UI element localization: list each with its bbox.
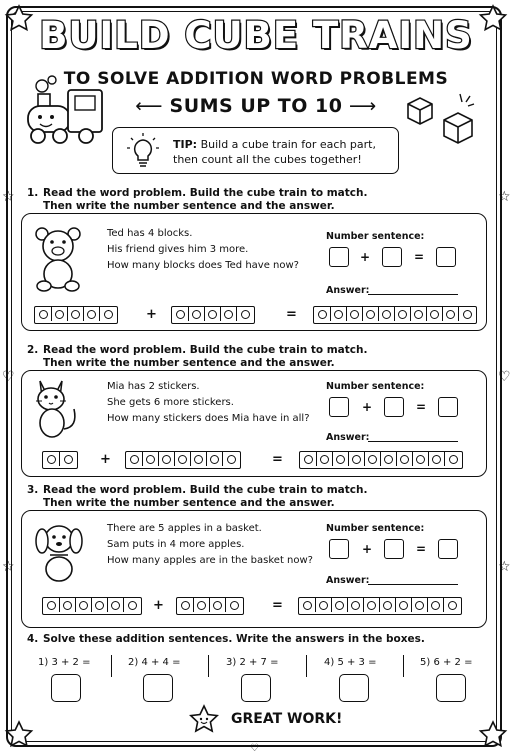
cube [348,598,364,612]
cube-dot [399,601,408,610]
cube-dot [47,601,56,610]
cube-dot [367,601,376,610]
equals-sign: = [272,598,283,613]
cube-dot [383,601,392,610]
tip-line2: then count all the cubes together! [173,153,362,166]
cube [395,307,411,321]
cube-train-a [42,597,142,615]
star-icon [478,720,508,750]
problem-2-card [21,370,487,477]
star-icon: ☆ [498,189,511,205]
cat-icon [32,377,84,439]
heart-icon: ♡ [2,369,15,385]
cube [459,307,475,321]
cube-dot [304,455,313,464]
teddy-bear-icon [30,224,86,294]
answer-label: Answer: [326,432,370,443]
cube-dot [210,455,219,464]
story-line: How many blocks does Ted have now? [107,260,299,271]
cube-dot [47,455,56,464]
cube-dot [79,601,88,610]
cube [445,452,461,466]
cube [52,307,68,321]
cube-dot [64,455,73,464]
cube [349,452,365,466]
cube [226,598,242,612]
cube [237,307,253,321]
cube-train-a [42,451,78,469]
instruction-line: Then write the number sentence and the answer. [43,497,335,509]
cube [333,452,349,466]
cube-dot [463,310,472,319]
cube [175,452,191,466]
cube [365,452,381,466]
cube-train-sum [298,597,462,615]
instruction-line: Solve these addition sentences. Write the answers in the boxes. [43,633,425,645]
cube-dot [320,455,329,464]
sum-box[interactable] [436,247,456,267]
cube [364,598,380,612]
cube [189,307,205,321]
cube [210,598,226,612]
cube [207,452,223,466]
cube [100,307,116,321]
cube-dot [384,455,393,464]
cube-dot [431,601,440,610]
cube-dot [194,455,203,464]
story-line: How many stickers does Mia have in all? [107,413,310,424]
problem-number: 3. [27,484,39,496]
dog-icon [30,519,88,585]
cube [379,307,395,321]
star-icon: ☆ [2,189,15,205]
cube-dot [368,455,377,464]
cube-dot [415,601,424,610]
problem-number: 1. [27,187,39,199]
equals-sign: = [286,307,297,322]
cube-dot [95,601,104,610]
plus-sign: + [153,598,164,613]
cube [429,452,445,466]
cube [178,598,194,612]
cube [317,452,333,466]
cube [223,452,239,466]
cube [173,307,189,321]
cube-dot [192,310,201,319]
page-subtitle: TO SOLVE ADDITION WORD PROBLEMS [63,69,449,89]
tip-line1: Build a cube train for each part, [200,138,376,151]
plus-sign: + [100,452,111,467]
cube-dot [449,455,458,464]
cube-dot [335,601,344,610]
cube [194,598,210,612]
instruction-line: Then write the number sentence and the answer. [43,357,335,369]
cube [60,452,76,466]
cube [84,307,100,321]
answer-line[interactable] [368,294,458,295]
cube [68,307,84,321]
addend-box[interactable] [384,539,404,559]
cube-train-b [171,306,255,324]
cube-dot [213,601,222,610]
cube [191,452,207,466]
problem-number: 2. [27,344,39,356]
addend-box[interactable] [382,247,402,267]
equals-sign: = [416,542,427,556]
cube [332,598,348,612]
cube-dot [334,310,343,319]
cube [44,452,60,466]
cube-dot [208,310,217,319]
instruction-line: Read the word problem. Build the cube train to match. [43,187,368,199]
divider [111,655,112,677]
sums-label: SUMS UP TO 10 [169,95,343,117]
cube-dot [366,310,375,319]
cube [143,452,159,466]
cube-dot [130,455,139,464]
cube-dot [318,310,327,319]
cube [127,452,143,466]
story-line: Mia has 2 stickers. [107,381,200,392]
problem-3-instructions [27,484,367,510]
cube [36,307,52,321]
cube-dot [230,601,239,610]
cube-dot [446,310,455,319]
heart-icon: ♡ [250,743,259,754]
cube-dot [416,455,425,464]
star-icon [4,720,34,750]
problem-1-instructions [27,187,367,213]
cube-dot [448,601,457,610]
cube [301,452,317,466]
cube [363,307,379,321]
cube-dot [71,310,80,319]
equation-4: 4) 5 + 3 = [324,657,377,668]
problem-3-card [21,510,487,628]
number-sentence-label: Number sentence: [326,231,425,242]
addend-box[interactable] [329,397,349,417]
cube-train-b [176,597,244,615]
cube [108,598,124,612]
cube-dot [303,601,312,610]
cube-dot [350,310,359,319]
problem-2-instructions [27,344,367,370]
star-icon: ☆ [498,559,511,575]
equals-sign: = [416,400,427,414]
cube-dot [55,310,64,319]
cube [413,452,429,466]
story-line: Sam puts in 4 more apples. [107,539,245,550]
cube [331,307,347,321]
story-text [107,379,310,427]
problem-1-card [21,213,487,331]
cube [316,598,332,612]
answer-line[interactable] [368,441,458,442]
cube-dot [224,310,233,319]
plus-sign: + [362,542,373,556]
equals-sign: = [272,452,283,467]
answer-box-2[interactable] [143,674,173,702]
cube-dot [87,310,96,319]
story-line: His friend gives him 3 more. [107,244,249,255]
cube-dot [162,455,171,464]
cube-icon [400,90,484,152]
cube-dot [178,455,187,464]
cube-dot [146,455,155,464]
tip-box [112,127,399,174]
cube [444,598,460,612]
story-line: Ted has 4 blocks. [107,228,193,239]
lightbulb-icon [123,132,163,170]
page-subtitle-sums: ⟵ SUMS UP TO 10 ⟶ [135,95,377,117]
page-title: BUILD CUBE TRAINS [39,14,473,57]
cube-dot [430,310,439,319]
cube [124,598,140,612]
answer-box-5[interactable] [436,674,466,702]
cube-train-sum [313,306,477,324]
cube-dot [398,310,407,319]
cube [427,307,443,321]
divider [306,655,307,677]
cube-dot [227,455,236,464]
tip-text [173,137,393,167]
cube-dot [319,601,328,610]
cube-train-sum [299,451,463,469]
plus-sign: + [146,307,157,322]
answer-line[interactable] [368,584,458,585]
answer-box-1[interactable] [51,674,81,702]
addend-box[interactable] [329,539,349,559]
cube-dot [241,310,250,319]
story-line: She gets 6 more stickers. [107,397,234,408]
cube-dot [351,601,360,610]
cube-dot [176,310,185,319]
cube [443,307,459,321]
cube-dot [414,310,423,319]
answer-label: Answer: [326,575,370,586]
instruction-line: Read the word problem. Build the cube train to match. [43,344,368,356]
cube-dot [432,455,441,464]
story-line: There are 5 apples in a basket. [107,523,262,534]
cube-dot [336,455,345,464]
cube-dot [63,601,72,610]
tip-label: TIP: [173,138,198,151]
plus-sign: + [360,250,371,264]
cube [221,307,237,321]
cube-train-b [125,451,241,469]
instruction-line: Then write the number sentence and the answer. [43,200,335,212]
divider [403,655,404,677]
answer-box-4[interactable] [339,674,369,702]
story-text [107,226,299,274]
cube-dot [400,455,409,464]
cube [44,598,60,612]
cube [300,598,316,612]
cube-dot [111,601,120,610]
cube-dot [128,601,137,610]
story-text [107,521,313,569]
cube [159,452,175,466]
addend-box[interactable] [329,247,349,267]
equation-3: 3) 2 + 7 = [226,657,279,668]
cube-dot [197,601,206,610]
cube [92,598,108,612]
cube [428,598,444,612]
cube [397,452,413,466]
answer-box-3[interactable] [241,674,271,702]
number-sentence-label: Number sentence: [326,523,425,534]
equation-2: 2) 4 + 4 = [128,657,181,668]
story-line: How many apples are in the basket now? [107,555,313,566]
footer-message: GREAT WORK! [231,711,343,727]
cube-dot [181,601,190,610]
cube [205,307,221,321]
cube [381,452,397,466]
sum-box[interactable] [438,397,458,417]
cube [412,598,428,612]
addend-box[interactable] [384,397,404,417]
divider [208,655,209,677]
sum-box[interactable] [438,539,458,559]
cube [380,598,396,612]
train-icon [20,74,110,146]
star-icon: ☆ [2,559,15,575]
cube-dot [352,455,361,464]
cube [396,598,412,612]
equation-1: 1) 3 + 2 = [38,657,91,668]
cube-train-a [34,306,118,324]
answer-label: Answer: [326,285,370,296]
problem-number: 4. [27,633,39,645]
problem-4-instructions [27,633,425,646]
plus-sign: + [362,400,373,414]
equals-sign: = [414,250,425,264]
equation-5: 5) 6 + 2 = [420,657,473,668]
number-sentence-label: Number sentence: [326,381,425,392]
cube-dot [39,310,48,319]
cube [60,598,76,612]
star-icon [188,704,220,734]
heart-icon: ♡ [498,369,511,385]
cube-dot [382,310,391,319]
cube [347,307,363,321]
cube [411,307,427,321]
instruction-line: Read the word problem. Build the cube train to match. [43,484,368,496]
cube [315,307,331,321]
cube-dot [104,310,113,319]
cube [76,598,92,612]
